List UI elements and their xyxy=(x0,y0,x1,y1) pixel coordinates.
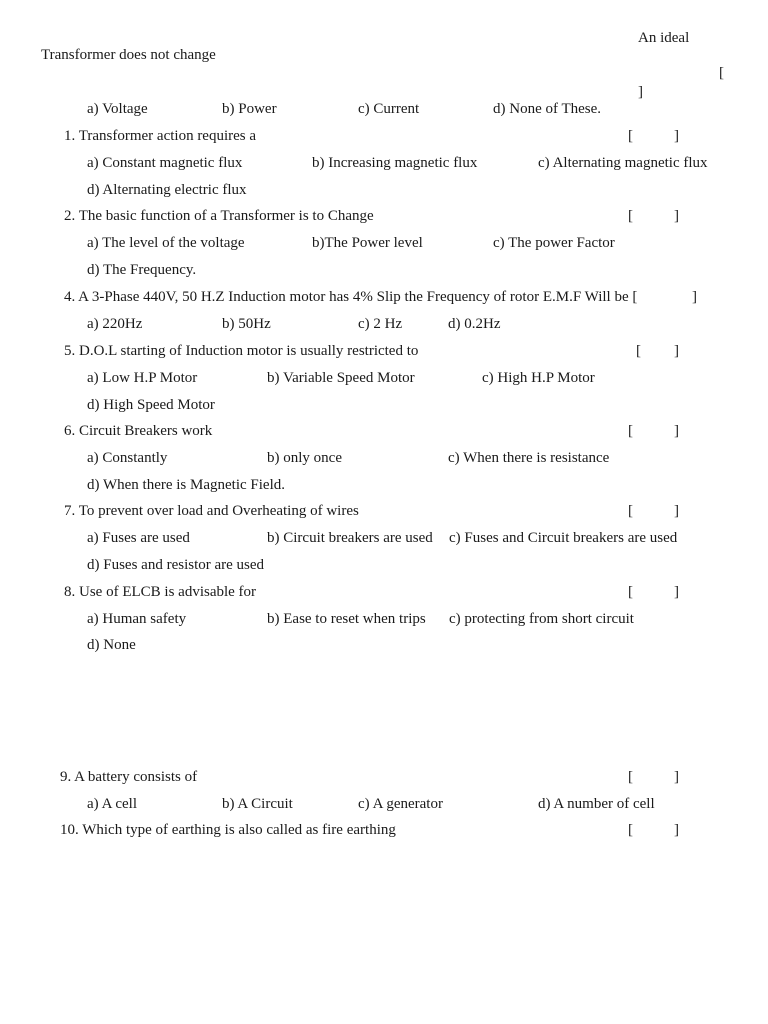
q2-bracket-open: [ xyxy=(628,208,633,224)
q6-option-d: d) When there is Magnetic Field. xyxy=(87,477,286,493)
q8-option-a: a) Human safety xyxy=(87,611,187,627)
q9-option-b: b) A Circuit xyxy=(222,796,293,812)
q1-option-d: d) Alternating electric flux xyxy=(87,182,247,198)
q0-option-b: b) Power xyxy=(222,101,277,117)
q8-bracket-open: [ xyxy=(628,584,633,600)
q1-option-c: c) Alternating magnetic flux xyxy=(538,155,708,171)
q7-option-d: d) Fuses and resistor are used xyxy=(87,557,265,573)
q5-option-b: b) Variable Speed Motor xyxy=(267,370,415,386)
q7-bracket-close: ] xyxy=(674,503,679,519)
q4-bracket-close: ] xyxy=(692,289,697,305)
q4-option-d: d) 0.2Hz xyxy=(448,316,501,332)
q6-bracket-close: ] xyxy=(674,423,679,439)
q4-option-a: a) 220Hz xyxy=(87,316,143,332)
q2-bracket-close: ] xyxy=(674,208,679,224)
q2-option-d: d) The Frequency. xyxy=(87,262,197,278)
q5-bracket-close: ] xyxy=(674,343,679,359)
q1-stem: 1. Transformer action requires a xyxy=(64,128,257,144)
q8-option-d: d) None xyxy=(87,637,136,653)
q9-bracket-close: ] xyxy=(674,769,679,785)
q7-bracket-open: [ xyxy=(628,503,633,519)
q4-option-c: c) 2 Hz xyxy=(358,316,403,332)
q8-stem: 8. Use of ELCB is advisable for xyxy=(64,584,257,600)
q0-bracket-open: [ xyxy=(719,65,724,81)
q9-option-c: c) A generator xyxy=(358,796,443,812)
q2-option-c: c) The power Factor xyxy=(493,235,615,251)
q0-option-d: d) None of These. xyxy=(493,101,602,117)
q10-bracket-close: ] xyxy=(674,822,679,838)
q5-bracket-open: [ xyxy=(636,343,641,359)
q6-bracket-open: [ xyxy=(628,423,633,439)
q2-stem: 2. The basic function of a Transformer is to Change xyxy=(64,208,374,224)
q7-option-a: a) Fuses are used xyxy=(87,530,190,546)
q5-stem: 5. D.O.L starting of Induction motor is usually restricted to xyxy=(64,343,419,359)
q1-bracket-open: [ xyxy=(628,128,633,144)
q1-option-b: b) Increasing magnetic flux xyxy=(312,155,478,171)
q9-option-d: d) A number of cell xyxy=(538,796,655,812)
q8-option-c: c) protecting from short circuit xyxy=(449,611,634,627)
q5-option-c: c) High H.P Motor xyxy=(482,370,595,386)
q6-option-b: b) only once xyxy=(267,450,342,466)
header-an-ideal: An ideal xyxy=(638,30,690,46)
q0-option-c: c) Current xyxy=(358,101,420,117)
q6-option-c: c) When there is resistance xyxy=(448,450,610,466)
q5-option-d: d) High Speed Motor xyxy=(87,397,215,413)
q2-option-b: b)The Power level xyxy=(312,235,423,251)
q7-stem: 7. To prevent over load and Overheating of wires xyxy=(64,503,359,519)
q2-option-a: a) The level of the voltage xyxy=(87,235,245,251)
q0-option-a: a) Voltage xyxy=(87,101,148,117)
q4-option-b: b) 50Hz xyxy=(222,316,271,332)
q0-stem: Transformer does not change xyxy=(41,47,216,63)
q5-option-a: a) Low H.P Motor xyxy=(87,370,198,386)
q8-option-b: b) Ease to reset when trips xyxy=(267,611,426,627)
q7-option-c: c) Fuses and Circuit breakers are used xyxy=(449,530,678,546)
q8-bracket-close: ] xyxy=(674,584,679,600)
q1-bracket-close: ] xyxy=(674,128,679,144)
q9-stem: 9. A battery consists of xyxy=(60,769,198,785)
q6-option-a: a) Constantly xyxy=(87,450,168,466)
q0-bracket-close: ] xyxy=(638,84,643,100)
q10-bracket-open: [ xyxy=(628,822,633,838)
q1-option-a: a) Constant magnetic flux xyxy=(87,155,243,171)
q9-option-a: a) A cell xyxy=(87,796,137,812)
q4-stem: 4. A 3-Phase 440V, 50 H.Z Induction motor has 4% Slip the Frequency of rotor E.M.F Will be [ xyxy=(64,289,638,305)
q10-stem: 10. Which type of earthing is also called as fire earthing xyxy=(60,822,396,838)
q9-bracket-open: [ xyxy=(628,769,633,785)
q7-option-b: b) Circuit breakers are used xyxy=(267,530,433,546)
q6-stem: 6. Circuit Breakers work xyxy=(64,423,213,439)
